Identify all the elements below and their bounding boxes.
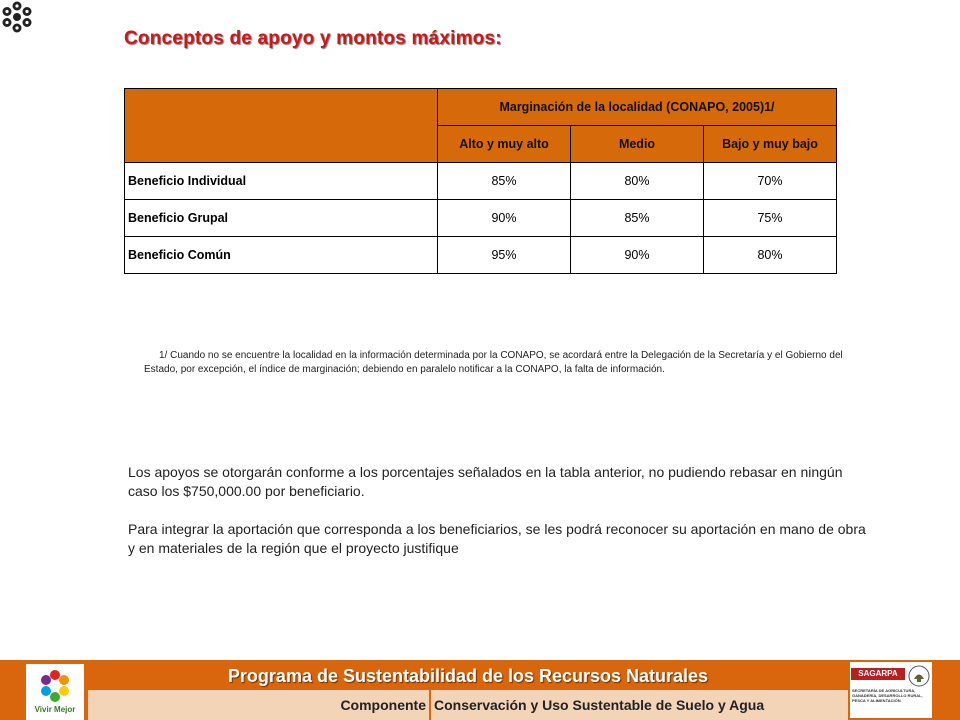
table-cell: 85% [571,200,704,237]
row-label: Beneficio Grupal [125,200,438,237]
paragraph: Los apoyos se otorgarán conforme a los porcentajes señalados en la tabla anterior, no pudiendo rebasar en ningún caso los $750,000.00 por beneficiario. [128,464,843,499]
column-header: Medio [571,126,704,163]
table-cell: 90% [571,237,704,274]
paragraph: Para integrar la aportación que corresponda a los beneficiarios, se les podrá reconocer su aportación en mano de obra y en materiales de la región que el proyecto justifique [128,521,866,556]
table-cell: 80% [704,237,837,274]
page-title: Conceptos de apoyo y montos máximos: [124,28,502,49]
sagarpa-label: SAGARPA [851,668,905,680]
table-row [125,237,837,274]
body-text [128,463,868,577]
table-cell: 95% [438,237,571,274]
group-header: Marginación de la localidad (CONAPO, 2005)1/ [438,89,837,126]
table-corner-cell [125,89,438,163]
divider [429,690,431,720]
table-row [125,163,837,200]
corner-logo-icon [0,0,34,34]
sagarpa-subtext: SECRETARÍA DE AGRICULTURA, GANADERÍA, DESARROLLO RURAL, PESCA Y ALIMENTACIÓN [852,688,923,703]
column-header: Bajo y muy bajo [704,126,837,163]
eagle-seal-icon [908,665,930,687]
footnote-text: 1/ Cuando no se encuentre la localidad en la información determinada por la CONAPO, se acordará entre la Delegación de la Secretaría y el Gobierno del Estado, por excepción, el índice de marginación; debiendo en paralelo notificar a la CONAPO, la falta de información. [144,350,843,375]
column-header: Alto y muy alto [438,126,571,163]
table-cell: 80% [571,163,704,200]
table-cell: 85% [438,163,571,200]
footer-left-panel [0,660,88,720]
program-title: Programa de Sustentabilidad de los Recursos Naturales [227,666,709,686]
row-label: Beneficio Individual [125,163,438,200]
component-label: Componente [340,697,426,713]
component-value: Conservación y Uso Sustentable de Suelo y Agua [434,697,765,713]
table-row [125,200,837,237]
footer-component-band [88,690,848,720]
table-header-row [125,89,837,126]
footer-bar [0,660,960,720]
vivir-mejor-logo [26,664,84,720]
sagarpa-logo [850,662,932,718]
table-cell: 75% [704,200,837,237]
row-label: Beneficio Común [125,237,438,274]
footnote [144,349,844,377]
flower-logo-icon [39,669,71,703]
vivir-mejor-label: Vivir Mejor [34,705,76,714]
footer-program-band [88,660,848,690]
footer-right-panel [848,660,960,720]
table-cell: 70% [704,163,837,200]
support-table [124,88,837,274]
table-cell: 90% [438,200,571,237]
